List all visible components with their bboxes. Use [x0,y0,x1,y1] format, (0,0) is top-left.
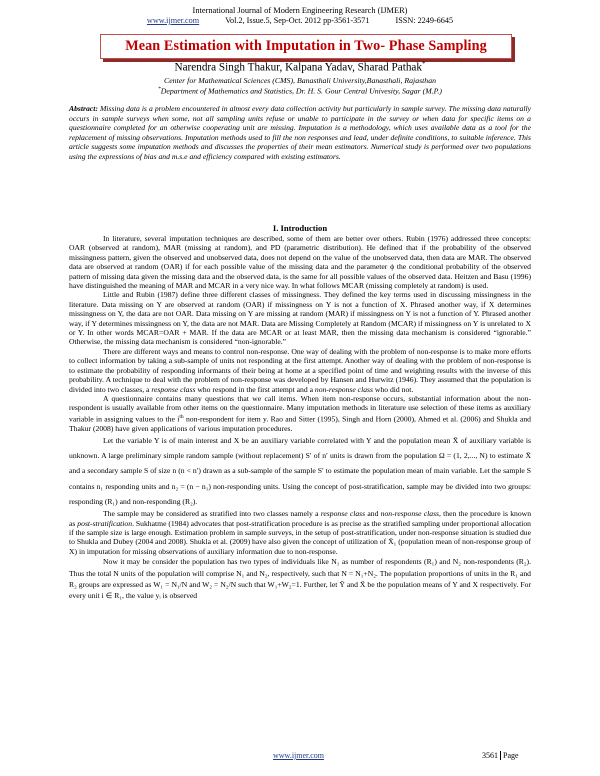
paragraph-5: Let the variable Y is of main interest and X be an auxiliary variable correlated with Y and the population mean X̄ of auxiliary variable is unknown. A large preliminary simple random sample (without replacement) S′ of n′ units is drawn from the population Ω = (1, 2,..., N) to estimate X̄ and a secondary sample S of size n (n < n′) drawn as a sub-sample of the sample S′ to estimate the population mean of main variable. Let the sample S contains n₁ responding units and n₂ = (n − n₁) non-responding units. Using the concept of post-stratification, sample may be divided into two groups: responding (R₁) and non-responding (R₂). [69,436,531,506]
journal-name: International Journal of Modern Engineering Research (IJMER) [192,6,408,15]
abstract [69,104,531,162]
paragraph-6-text-c: , then the procedure is known as [69,509,532,528]
paragraph-4 [69,394,531,433]
title-box [100,34,512,59]
author-mark: * [421,60,426,68]
abstract-label: Abstract: [69,104,98,113]
paragraph-3-text-c: who did not. [372,384,414,394]
affiliation-2 [0,86,600,96]
page-number-value: 3561 [482,751,498,760]
body-text [69,234,531,602]
paragraph-6 [69,509,531,556]
page-label: Page [500,751,519,760]
journal-info-line [0,16,600,25]
author-names: Narendra Singh Thakur, Kalpana Yadav, Sharad Pathak [174,61,422,74]
paragraph-6-text-b: and [365,509,381,519]
issn: ISSN: 2249-6645 [395,16,454,25]
post-stratification-term: post-stratification [77,518,133,528]
paragraph-7: Now it may be consider the population has two types of individuals like N₁ as number of respondents (R₁) and N₂ non-respondents (R₂). Thus the total N units of the population will comprise N₁ and N₂, respectively, such that N = N₁+N₂. The population proportions of units in the R₁ and R₂ groups are expressed as W₁ = N₁/N and W₂ = N₂/N such that W₁+W₂=1. Further, let Ȳ and X̄ be the population means of Y and X respectively. For every unit i ∈ R₁, the value yᵢ is observed [69,557,531,601]
header-website-link[interactable]: www.ijmer.com [146,16,200,25]
page-number [482,751,519,760]
paragraph-4-text-a: A questionnaire contains many questions that we call items. When item non-response occurs, substantial information about the non-respondent is usually available from other items on the questionnaire. Many imputation methods in literature use selection of these items as auxiliary variable in assigning values to the i [69,393,531,424]
paragraph-1: In literature, several imputation techniques are described, some of them are better over others. Rubin (1976) addressed three concepts: OAR (observed at random), MAR (missing at random), and PD (parametric distribution). He defined that if the probability of the observed missingness pattern, given the observed and unobserved data, does not depend on the value of the unobserved data, then data are MAR. The observed data are observed at random (OAR) if for each possible value of the missing data and the parameter ϕ the conditional probability of the observed pattern of missing data given the missing data and the observed data, is the same for all possible values of the observed data. Heitzen and Basu (1996) have distinguished the meaning of MAR and MCAR in a very nice way. In what follows MCAR (missing completely at random) is used. [69,234,531,291]
non-response-class-term-2: non-response class [380,509,440,519]
authors [0,60,600,74]
response-class-term: response class [151,384,196,394]
paragraph-4-sup: th [179,413,184,420]
affiliation-2-text: Department of Mathematics and Statistics, Dr. H. S. Gour Central Univesity, Sagar (M.P.) [160,86,442,96]
paragraph-3-text-a: There are different ways and means to control non-response. One way of dealing with the problem of non-response is to make more efforts to collect information by taking a sub-sample of units not responding at the first attempt. Another way of dealing with the problem of non-response is to estimate the probability of responding informants of their being at home at a specified point of time and weighting results with the inverse of this probability. A technique to deal with the problem of non-response was developed by Hansen and Hurwitz (1946). They assumed that the population is divided into two classes, a [69,346,531,394]
affiliation-1: Center for Mathematical Sciences (CMS), Banasthali University,Banasthali, Rajasthan [164,76,436,85]
paper-title: Mean Estimation with Imputation in Two- Phase Sampling [125,38,487,54]
non-response-class-term: non-response class [314,384,373,394]
paragraph-4-text-b: non-respondent for item y. Rao and Sitter (1995), Singh and Horn (2000), Ahmed et al. (2006) and Shukla and Thakur (2008) have given applications of various imputation procedures. [69,414,531,433]
section-heading: I. Introduction [272,223,328,233]
paragraph-2: Little and Rubin (1987) define three different classes of missingness. They defined the key terms used in discussing missingness in the literature. Data missing on Y are observed at random (OAR) if missingness on Y is not a function of X. Phrased another way, if X determines missingness on Y, the data are not OAR. Data missing on Y are missing at random (MAR) if missingness on Y is not a function of Y. Phrased another way, if Y determines missingness on Y, the data are not MAR. Data are Missing Completely at Random (MCAR) if missingness on Y is unrelated to X or Y. In other words MCAR=OAR + MAR. If the data are MCAR or at least MAR, then the missing data mechanism is considered “ignorable.” Otherwise, the missing data mechanism is considered “non-ignorable.” [69,290,531,347]
footer-website-link[interactable]: www.ijmer.com [273,751,325,760]
paragraph-6-text-d: . Sukhatme (1984) advocates that post-stratification procedure is as precise as the stratified sampling under proportional allocation if the sample size is large enough. Estimation problem in sample surveys, in the setup of post-stratification, under non-response situation is studied due to Shukla and Dubey (2004 and 2008). Shukla et al. (2009) have also given the concept of utilization of X̄₁ (population mean of non-response group of X) in imputation for missing observations of auxiliary information due to non-response. [69,518,531,556]
paragraph-3 [69,347,531,394]
paragraph-3-text-b: who respond in the first attempt and a [195,384,315,394]
paragraph-6-text-a: The sample may be considered as stratified into two classes namely a [103,509,321,519]
volume-info: Vol.2, Issue.5, Sep-Oct. 2012 pp-3561-3571 [225,16,370,25]
affiliation-mark: * [158,86,161,92]
response-class-term-2: response class [320,509,366,519]
abstract-text: Missing data is a problem encountered in almost every data collection activity but particularly in sample survey. The missing data naturally occurs in sample surveys when some, not all sampling units refuse or unable to participate in the survey or when data for specific items on a questionnaire completed for an otherwise cooperating unit are missing. Imputation is a methodology, which uses available data as a tool for the replacement of missing observations. Imputation methods used to fill the non responses and lead, under definite conditions, to suitable inference. This article suggests some imputation methods and discusses the properties of their mean estimators. Numerical study is performed over two populations using the expressions of bias and m.s.e and efficiency compared with existing estimators. [69,104,532,161]
